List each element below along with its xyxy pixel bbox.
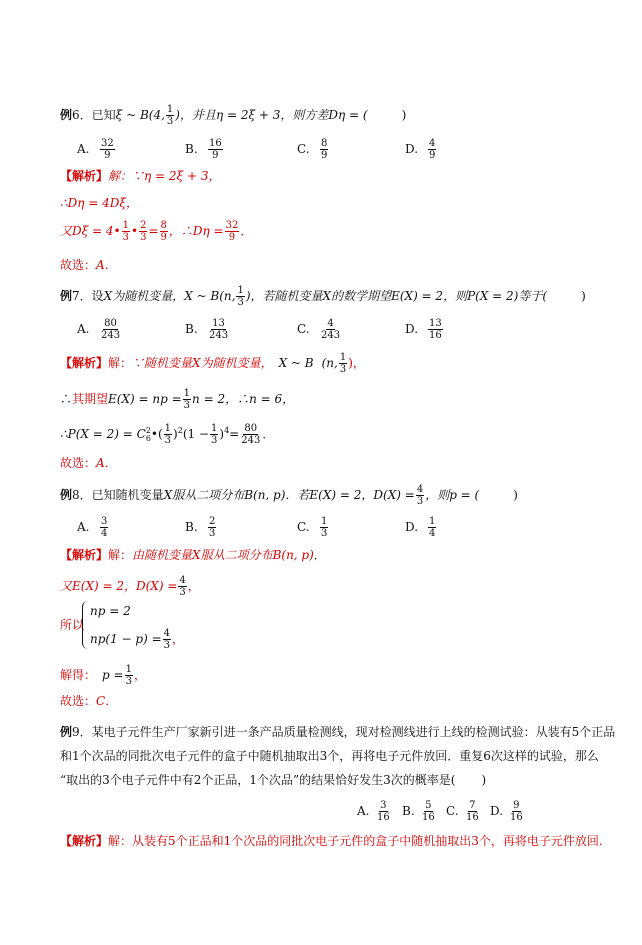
ex8-option-a[interactable]: A. $\frac{3}{4}$ bbox=[77, 516, 108, 539]
ex6-option-d[interactable]: D. $\frac{4}{9}$ bbox=[405, 138, 436, 161]
ex8-question: 例8．已知随机变量X服从二项分布B(n, p)．若E(X) = 2，D(X) = $\frac{4}{3}$ ，则p = ( ) bbox=[60, 484, 518, 507]
ex6-label: 例 bbox=[60, 108, 73, 122]
ex8-system-eq2: np(1 − p) = $\frac{4}{3}$ ， bbox=[90, 628, 185, 651]
ex6-option-c[interactable]: C. $\frac{8}{9}$ bbox=[297, 138, 328, 161]
ex8-option-d[interactable]: D. $\frac{1}{4}$ bbox=[405, 516, 436, 539]
ex6-question: 例6．已知ξ ~ B(4, $\frac{1}{3}$ )，并且η = 2ξ + 3，则方差Dη = ( ) bbox=[60, 104, 407, 127]
ex9-label: 例 bbox=[60, 725, 73, 739]
ex8-label: 例 bbox=[60, 488, 73, 502]
ex6-solution-1: 【解析】解：∵η = 2ξ + 3， bbox=[60, 169, 221, 183]
ex6-option-a[interactable]: A. $\frac{32}{9}$ bbox=[77, 138, 114, 161]
ex7-label: 例 bbox=[60, 289, 73, 303]
ex7-solution-1: 【解析】解：∵随机变量X为随机变量， X ~ B (n, $\frac{1}{3}$ )， bbox=[60, 352, 365, 375]
ex8-solution-4: 解得： p = $\frac{1}{3}$ ， bbox=[60, 664, 146, 687]
ex8-solution-3-label: 所以 bbox=[60, 618, 85, 632]
ex9-question-line1: 例9．某电子元件生产厂家新引进一条产品质量检测线，现对检测线进行上线的检测试验：从装有5个正品 bbox=[60, 725, 616, 739]
ex6-answer: 故选：A． bbox=[60, 258, 117, 272]
ex7-option-a[interactable]: A. $\frac{80}{243}$ bbox=[77, 318, 121, 341]
ex9-option-a[interactable]: A. $\frac{3}{16}$ bbox=[357, 800, 390, 823]
ex7-solution-2: ∴其期望E(X) = np = $\frac{1}{3}$ n = 2，∴n = 6， bbox=[60, 388, 295, 411]
ex8-option-c[interactable]: C. $\frac{1}{3}$ bbox=[297, 516, 328, 539]
ex6-solution-3: 又Dξ = 4• $\frac{1}{3}$ • $\frac{2}{3}$ = $\frac{8}{9}$ ，∴Dη = $\frac{32}{9}$ ． bbox=[60, 220, 253, 243]
ex9-option-c[interactable]: C. $\frac{7}{16}$ bbox=[446, 800, 479, 823]
ex6-solution-2: ∴Dη = 4Dξ， bbox=[60, 196, 138, 210]
ex9-question-line3: “取出的3个电子元件中有2个正品，1个次品”的结果恰好发生3次的概率是( ) bbox=[60, 773, 487, 787]
ex8-solution-2: 又E(X) = 2，D(X) = $\frac{4}{3}$ ， bbox=[60, 575, 200, 598]
ex9-question-line2: 和1个次品的同批次电子元件的盒子中随机抽取出3个，再将电子元件放回．重复6次这样的试验，那么 bbox=[60, 749, 599, 763]
ex7-option-d[interactable]: D. $\frac{13}{16}$ bbox=[405, 318, 442, 341]
ex8-option-b[interactable]: B. $\frac{2}{3}$ bbox=[185, 516, 216, 539]
ex7-question: 例7．设X为随机变量，X ~ B(n, $\frac{1}{3}$ )，若随机变量X的数学期望E(X) = 2，则P(X = 2)等于( ) bbox=[60, 285, 586, 308]
ex7-solution-3: ∴P(X = 2) = C 2 6 •( $\frac{1}{3}$ )$^2$(1 − $\frac{1}{3}$ )$^4$= $\frac{80}{243}$ ． bbox=[60, 423, 275, 446]
ex8-solution-1: 【解析】解：由随机变量X服从二项分布B(n, p)． bbox=[60, 548, 326, 562]
ex7-option-b[interactable]: B. $\frac{13}{243}$ bbox=[185, 318, 229, 341]
ex6-option-b[interactable]: B. $\frac{16}{9}$ bbox=[185, 138, 222, 161]
ex9-solution-1: 【解析】解：从装有5个正品和1个次品的同批次电子元件的盒子中随机抽取出3个，再将电子元件放回. bbox=[60, 834, 603, 848]
ex9-option-d[interactable]: D. $\frac{9}{16}$ bbox=[490, 800, 523, 823]
ex9-option-b[interactable]: B. $\frac{5}{16}$ bbox=[402, 800, 435, 823]
ex7-option-c[interactable]: C. $\frac{4}{243}$ bbox=[297, 318, 341, 341]
ex7-answer: 故选：A． bbox=[60, 456, 117, 470]
ex8-answer: 故选：C． bbox=[60, 694, 118, 708]
ex8-system-eq1: np = 2 bbox=[90, 604, 131, 618]
